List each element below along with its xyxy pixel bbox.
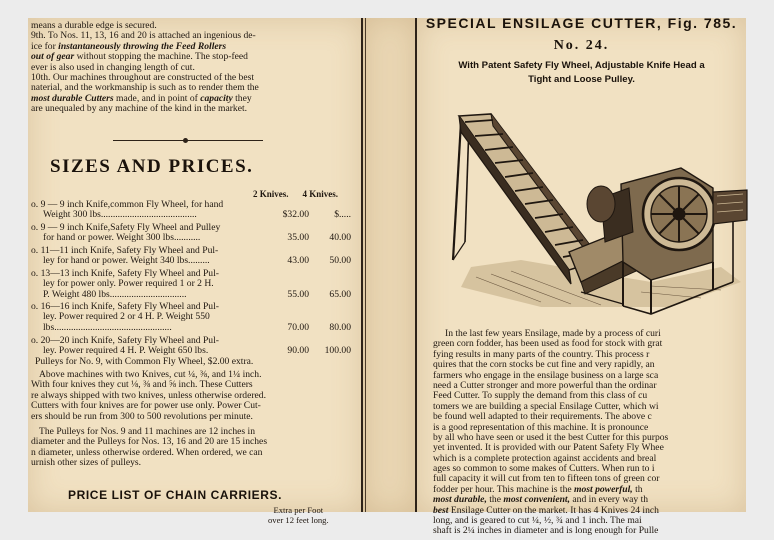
intro-line: out of gear without stopping the machine. The stop-feed <box>31 51 248 63</box>
price-four-knives: 80.00 <box>329 321 351 333</box>
chain-carriers-heading: PRICE LIST OF CHAIN CARRIERS. <box>68 488 283 502</box>
intro-line: are unequaled by any machine of the kind in the market. <box>31 103 248 115</box>
column-rule <box>365 18 366 512</box>
description-paragraph: In the last few years Ensilage, made by a process of curi green corn fodder, has been used as food for stock with grat fying results in many parts of the country. This process r quires that the corn stocks be cut fine and very rapidly, an farmers who engage in the ensilage business on a large sca need a Cutter stronger and more powerful than the ordinar Feed Cutter. To supply the demand from this class of cu tomers we are building a special Ensilage Cutter, which wi be found well adapted to their requirements. The above c is a good representation of this machine. It is pronounce by all who have seen or used it the best Cutter for this purpos yet invented. It is provided with our Patent Safety Fly Whee which is a complete protection against accidents and breal ages so common to some makes of Cutters. When run to i full capacity it will cut from ten to fifteen tons of green cor fodder per hour. This machine is the most powerful, th most durable, the most convenient, and in every way th best Ensilage Cutter on the market. It has 4 Knives 24 inch long, and is geared to cut ¼, ½, ¾ and 1 inch. The mai shaft is 2¼ inches in diameter and is long enough for Pulle <box>433 328 669 537</box>
knives-paragraph: Above machines with two Knives, cut ¼, ⅜, and 1¼ inch. With four knives they cut ⅛, ⅜ and ⅝ inch. These Cutters re always shipped with two knives, unless otherwise ordered. Cutters with four knives are for power use only. Power Cut- ers should be run from 300 to 500 revolutions per minute. <box>31 369 266 422</box>
four-knives-header: 4 Knives. <box>302 189 339 199</box>
price-four-knives: 100.00 <box>324 345 351 357</box>
model-number: No. 24. <box>553 38 610 53</box>
price-two-knives: 55.00 <box>287 288 309 300</box>
subtitle-line: Tight and Loose Pulley. <box>528 74 635 85</box>
pulleys-paragraph: The Pulleys for Nos. 9 and 11 machines are 12 inches in diameter and the Pulleys for Nos. 13, 16 and 20 are 15 inches n diameter, unless otherwise ordered. When ordered, we can urnish other sizes of pulleys. <box>31 426 268 469</box>
two-knives-header: 2 Knives. <box>253 189 289 199</box>
price-two-knives: $32.00 <box>282 209 309 221</box>
price-item-no13: o. 13—13 inch Knife, Safety Fly Wheel and Pul- ley for power only. Power required 1 or 2 H. P. Weight 480 lbs................................ 55.00 65.00 <box>31 268 351 300</box>
intro-line: naterial, and the workmanship is such as to render them the <box>31 82 259 94</box>
price-item-no9-common: o. 9 — 9 inch Knife,common Fly Wheel, for hand Weight 300 lbs........................................ $32.00 $..... <box>31 199 351 221</box>
price-two-knives: 35.00 <box>287 232 309 244</box>
pulleys-note: Pulleys for No. 9, with Common Fly Wheel, $2.00 extra. <box>35 355 254 367</box>
price-four-knives: 40.00 <box>329 232 351 244</box>
ensilage-cutter-title: SPECIAL ENSILAGE CUTTER, Fig. 785. <box>425 15 738 31</box>
left-catalog-page <box>28 18 363 525</box>
price-four-knives: $..... <box>334 209 351 221</box>
price-two-knives: 90.00 <box>287 345 309 357</box>
price-item-no9-safety: o. 9 — 9 inch Knife,Safety Fly Wheel and Pulley for hand or power. Weight 300 lbs........... 35.00 40.00 <box>31 222 351 244</box>
price-item-no20: o. 20—20 inch Knife, Safety Fly Wheel and Pul- ley. Power required 4 H. P. Weight 650 lbs. 90.00 100.00 Pulleys for No. 9, with Common Fly Wheel, $2.00 extra. <box>31 335 351 367</box>
price-two-knives: 43.00 <box>287 255 309 267</box>
sizes-and-prices-heading: SIZES AND PRICES. <box>50 156 254 177</box>
ensilage-cutter-engraving <box>451 92 747 322</box>
price-two-knives: 70.00 <box>287 321 309 333</box>
right-catalog-page <box>417 15 746 537</box>
intro-paragraph <box>31 21 361 115</box>
price-item-no11: o. 11—11 inch Knife, Safety Fly Wheel and Pul- ley for hand or power. Weight 340 lbs......... 43.00 50.00 <box>31 245 351 267</box>
extra-per-foot-header: Extra per Foot over 12 feet long. <box>268 505 329 525</box>
page-gutter <box>363 18 417 512</box>
price-item-no16: o. 16—16 inch Knife, Safety Fly Wheel and Pul- ley. Power required 2 or 4 H. P. Weight 550 lbs................................................. 70.00 80.00 <box>31 301 351 333</box>
price-four-knives: 65.00 <box>329 288 351 300</box>
intro-line: 10th. Our machines throughout are constructed of the best <box>31 71 254 83</box>
intro-line: most durable Cutters made, and in point of capacity they <box>31 92 252 104</box>
intro-line: ice for instantaneously throwing the Feed Rollers <box>31 40 227 52</box>
intro-line: means a durable edge is secured. <box>31 20 157 31</box>
intro-line: ever is also used in changing length of cut. <box>31 61 195 73</box>
left-column-rule <box>361 18 363 512</box>
price-column-headers <box>253 189 352 199</box>
ornamental-divider <box>113 140 263 141</box>
intro-line: 9th. To Nos. 11, 13, 16 and 20 is attached an ingenious de- <box>31 30 256 42</box>
price-four-knives: 50.00 <box>329 255 351 267</box>
subtitle-line: With Patent Safety Fly Wheel, Adjustable Knife Head a <box>458 60 705 71</box>
